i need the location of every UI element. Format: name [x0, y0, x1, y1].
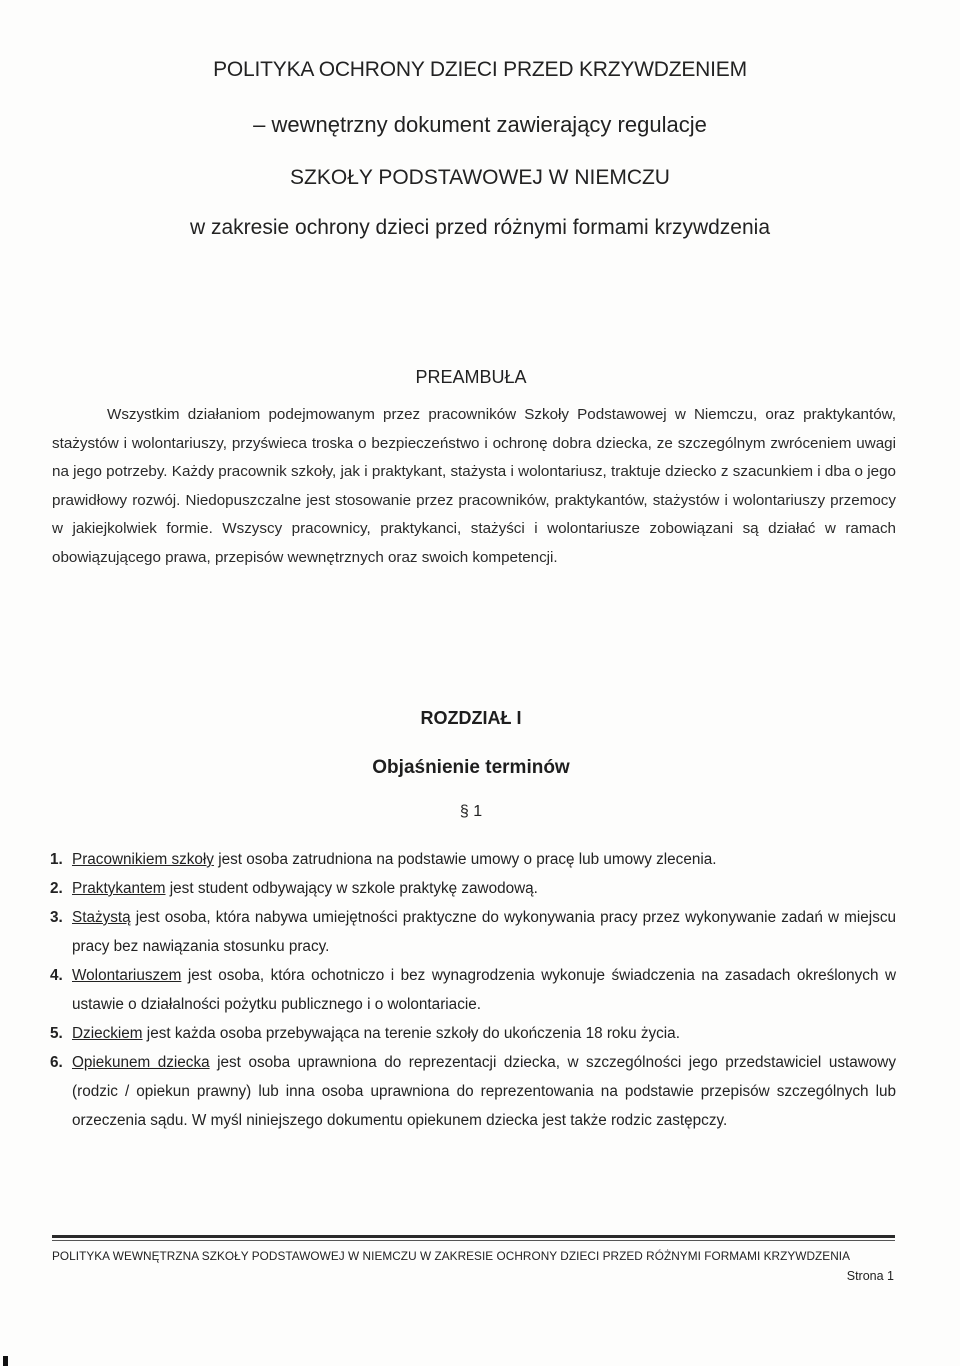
definition-number: 4. — [50, 967, 63, 984]
definition-number: 6. — [50, 1054, 63, 1071]
definition-item — [50, 903, 896, 961]
chapter-title: ROZDZIAŁ I — [420, 708, 522, 728]
definition-text: jest każda osoba przebywająca na terenie szkoły do ukończenia 18 roku życia. — [142, 1025, 680, 1042]
document-subtitle: – wewnętrzny dokument zawierający regulacje — [253, 112, 707, 137]
definitions-list — [50, 845, 896, 1135]
footer-text: POLITYKA WEWNĘTRZNA SZKOŁY PODSTAWOWEJ W NIEMCZU W ZAKRESIE OCHRONY DZIECI PRZED RÓŻNYMI FORMAMI KRZYWDZENIA — [52, 1249, 851, 1263]
preamble-text: Wszystkim działaniom podejmowanym przez pracowników Szkoły Podstawowej w Niemczu, oraz praktykantów, stażystów i wolontariuszy, przyświeca troska o bezpieczeństwo i ochronę dobra dziecka, ze szczególnym zwróceniem uwagi na jego potrzeby. Każdy pracownik szkoły, jak i praktykant, stażysta i wolontariusz, traktuje dziecko z szacunkiem i dba o jego prawidłowy rozwój. Niedopuszczalne jest stosowanie przez pracowników, praktykantów, stażystów i wolontariuszy przemocy w jakiejkolwiek formie. Wszyscy pracownicy, praktykanci, stażyści i wolontariusze zobowiązani są działać w ramach obowiązującego prawa, przepisów wewnętrznych oraz swoich kompetencji. — [52, 406, 896, 566]
page-number: Strona 1 — [846, 1269, 894, 1283]
footer-rule-thin — [52, 1240, 895, 1241]
definition-number: 2. — [50, 880, 63, 897]
definition-text: jest osoba uprawniona do reprezentacji dziecka, w szczególności jego przedstawiciel ustawowy (rodzic / opiekun prawny) lub inna osoba uprawniona do reprezentowania na podstawie przepisów szczególnych lub orzeczenia sądu. W myśl niniejszego dokumentu opiekunem dziecka jest także rodzic zastępczy. — [72, 1054, 896, 1129]
footer-rule-thick — [52, 1235, 895, 1238]
definition-term: Opiekunem dziecka — [72, 1054, 210, 1071]
definition-term: Wolontariuszem — [72, 967, 182, 984]
definition-text: jest student odbywający w szkole praktykę zawodową. — [165, 880, 538, 897]
definition-term: Praktykantem — [72, 880, 166, 897]
definition-number: 1. — [50, 851, 63, 868]
definition-term: Dzieckiem — [72, 1025, 143, 1042]
definition-number: 3. — [50, 909, 63, 926]
paragraph-marker: § 1 — [459, 803, 483, 820]
document-scope: w zakresie ochrony dzieci przed różnymi formami krzywdzenia — [189, 216, 771, 239]
chapter-subtitle: Objaśnienie terminów — [372, 757, 570, 778]
definition-item — [50, 874, 896, 903]
definition-text: jest osoba, która nabywa umiejętności praktyczne do wykonywania pracy przez wykonywanie zadań w miejscu pracy bez nawiązania stosunku pracy. — [72, 909, 896, 955]
school-name: SZKOŁY PODSTAWOWEJ W NIEMCZU — [290, 166, 670, 189]
definition-item — [50, 961, 896, 1019]
definition-text: jest osoba zatrudniona na podstawie umowy o pracę lub umowy zlecenia. — [213, 851, 717, 868]
definition-number: 5. — [50, 1025, 63, 1042]
definition-term: Stażystą — [72, 909, 131, 926]
scan-mark — [3, 1356, 8, 1366]
definition-term: Pracownikiem szkoły — [72, 851, 214, 868]
definition-text: jest osoba, która ochotniczo i bez wynagrodzenia wykonuje świadczenia na zasadach określonych w ustawie o działalności pożytku publicznego i o wolontariacie. — [72, 967, 896, 1013]
document-title: POLITYKA OCHRONY DZIECI PRZED KRZYWDZENIEM — [213, 58, 747, 81]
definition-item — [50, 1019, 896, 1048]
definition-item — [50, 845, 896, 874]
definition-item — [50, 1048, 896, 1135]
preamble-heading: PREAMBUŁA — [415, 367, 527, 387]
